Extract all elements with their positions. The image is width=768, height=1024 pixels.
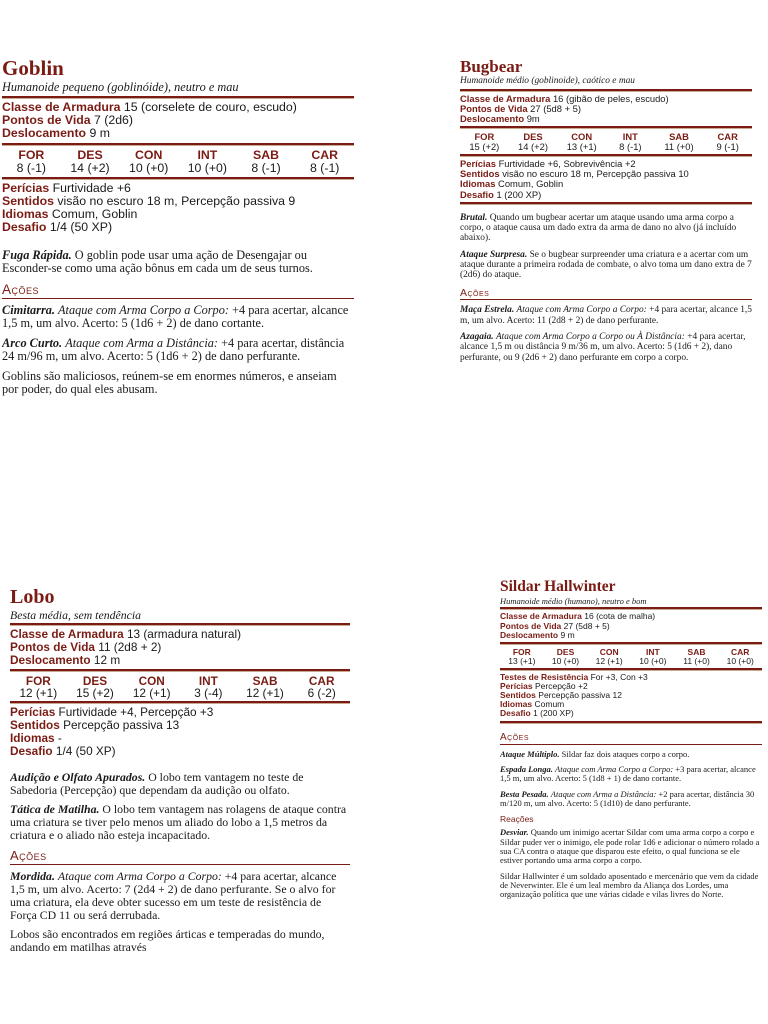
lobo-senses: Sentidos Percepção passiva 13 — [10, 718, 180, 733]
bugbear-rule-1 — [460, 89, 752, 92]
sildar-reactions-heading: Reações — [500, 814, 534, 825]
goblin-action-shortbow: Arco Curto. Ataque com Arma a Distância: +4 para acertar, distância 24 m/96 m, um alvo. Acerto: 5 (1d6 + 2) de dano perfurante. — [2, 335, 345, 364]
goblin-action-scimitar: Cimitarra. Ataque com Arma Corpo a Corpo: +4 para acertar, alcance 1,5 m, um alvo. Acerto: 5 (1d6 + 2) de dano cortante. — [2, 302, 349, 331]
goblin-senses: Sentidos visão no escuro 18 m, Percepção passiva 9 — [2, 193, 296, 208]
goblin-armor-class: Classe de Armadura 15 (corselete de couro, escudo) — [2, 99, 297, 114]
sildar-actions-heading: Ações — [500, 732, 762, 745]
goblin-hit-points: Pontos de Vida 7 (2d6) — [2, 113, 133, 128]
goblin-subtitle: Humanoide pequeno (goblinóide), neutro e mau — [2, 80, 239, 94]
sildar-action-longsword: Espada Longa. Ataque com Arma Corpo a Corpo: +3 para acertar, alcance 1,5 m, um alvo. Acerto: 5 (1d8 + 1) de dano cortante. — [500, 763, 756, 784]
sildar-rule-3 — [500, 668, 762, 671]
bugbear-wis: SAB 11 (+0) — [664, 131, 694, 153]
goblin-con: CON 10 (+0) — [129, 147, 169, 175]
sildar-subtitle: Humanoide médio (humano), neutro e bom — [500, 595, 647, 606]
goblin-lore: Goblins são maliciosos, reúnem-se em enormes números, e anseiam por poder, do qual eles abusam. — [2, 368, 337, 397]
lobo-str: FOR 12 (+1) — [19, 673, 58, 700]
sildar-dex: DES 10 (+0) — [551, 646, 580, 666]
lobo-cha: CAR 6 (-2) — [307, 673, 336, 700]
bugbear-ability-scores — [460, 132, 752, 152]
goblin-statblock — [2, 58, 354, 478]
lobo-skills: Perícias Furtividade +4, Percepção +3 — [10, 705, 214, 720]
sildar-rule-2 — [500, 642, 762, 645]
lobo-rule-1 — [10, 623, 350, 626]
goblin-ability-scores — [2, 149, 354, 175]
sildar-statblock — [500, 579, 762, 1019]
goblin-skills: Perícias Furtividade +6 — [2, 180, 131, 195]
lobo-con: CON 12 (+1) — [132, 673, 171, 700]
goblin-wis: SAB 8 (-1) — [251, 147, 281, 175]
sildar-con: CON 12 (+1) — [595, 646, 623, 666]
bugbear-rule-3 — [460, 154, 752, 157]
bugbear-cha: CAR 9 (-1) — [716, 131, 739, 153]
goblin-cha: CAR 8 (-1) — [310, 147, 340, 175]
bugbear-action-morningstar: Maça Estrela. Ataque com Arma Corpo a Corpo: +4 para acertar, alcance 1,5 m, um alvo. Acerto: 11 (2d8 + 2) de dano perfurante. — [460, 305, 752, 326]
bugbear-senses: Sentidos visão no escuro 18 m, Percepção passiva 10 — [460, 168, 689, 180]
goblin-actions-heading: Ações — [2, 282, 354, 299]
sildar-str: FOR 13 (+1) — [508, 646, 536, 666]
lobo-challenge: Desafio 1/4 (50 XP) — [10, 743, 116, 758]
sildar-senses: Sentidos Percepção passiva 12 — [500, 690, 622, 701]
goblin-dex: DES 14 (+2) — [70, 147, 110, 175]
goblin-str: FOR 8 (-1) — [16, 147, 47, 175]
bugbear-action-javelin: Azagaia. Ataque com Arma Corpo a Corpo ou À Distância: +4 para acertar, alcance 1,5 m ou distância 9 m/36 m, um alvo. Acerto: 5 (1d6 + 2), dano perfurante, ou 9 (2d6 + 2) dano perfurante em corpo a corpo. — [460, 332, 746, 363]
goblin-rule-3 — [2, 177, 354, 180]
lobo-action-bite: Mordida. Ataque com Arma Corpo a Corpo: +4 para acertar, alcance 1,5 m, um alvo. Acerto: 7 (2d4 + 2) de dano perfurante. Se o alvo for uma criatura, ela deve obter sucesso em um teste de resistência de Força CD 11 ou será derrubada. — [10, 868, 337, 922]
sildar-armor-class: Classe de Armadura 16 (cota de malha) — [500, 611, 656, 622]
lobo-rule-2 — [10, 669, 350, 672]
sildar-challenge: Desafio 1 (200 XP) — [500, 708, 574, 719]
sildar-ability-scores — [500, 648, 762, 666]
bugbear-languages: Idiomas Comum, Goblin — [460, 178, 564, 190]
lobo-trait-pack-tactics: Tática de Matilha. O lobo tem vantagem nas rolagens de ataque contra uma criatura se tiver pelo menos um aliado do lobo a 1,5 metros da criatura e o aliado não esteja incapacitado. — [10, 802, 347, 843]
sildar-skills: Perícias Percepção +2 — [500, 680, 588, 691]
lobo-subtitle: Besta média, sem tendência — [10, 608, 142, 622]
goblin-rule-1 — [2, 96, 354, 99]
sildar-action-heavy-crossbow: Besta Pesada. Ataque com Arma a Distância: +2 para acertar, distância 30 m/120 m, um alvo. Acerto: 5 (1d10) de dano perfurante. — [500, 788, 755, 809]
goblin-rule-2 — [2, 143, 354, 146]
bugbear-rule-2 — [460, 126, 752, 129]
bugbear-dex: DES 14 (+2) — [518, 131, 548, 153]
sildar-languages: Idiomas Comum — [500, 699, 565, 710]
lobo-wis: SAB 12 (+1) — [246, 673, 284, 700]
lobo-languages: Idiomas - — [10, 730, 62, 745]
sildar-int: INT 10 (+0) — [639, 646, 667, 666]
lobo-speed: Deslocamento 12 m — [10, 652, 121, 667]
lobo-armor-class: Classe de Armadura 13 (armadura natural) — [10, 627, 242, 642]
bugbear-actions-heading: Ações — [460, 287, 752, 301]
lobo-trait-keen-senses: Audição e Olfato Apurados. O lobo tem vantagem no teste de Sabedoria (Percepção) que dependam da audição ou olfato. — [10, 770, 304, 798]
bugbear-challenge: Desafio 1 (200 XP) — [460, 188, 542, 200]
lobo-hit-points: Pontos de Vida 11 (2d8 + 2) — [10, 640, 162, 655]
bugbear-hit-points: Pontos de Vida 27 (5d8 + 5) — [460, 103, 581, 115]
lobo-lore: Lobos são encontrados em regiões árticas e temperadas do mundo, andando em matilhas através — [10, 926, 325, 954]
goblin-speed: Deslocamento 9 m — [2, 126, 110, 141]
lobo-rule-3 — [10, 701, 350, 704]
bugbear-trait-brute: Brutal. Quando um bugbear acertar um ataque usando uma arma corpo a corpo, o ataque causa um dado extra da arma de dano no alvo (já incluído abaixo). — [460, 212, 737, 244]
bugbear-armor-class: Classe de Armadura 16 (gibão de peles, escudo) — [460, 92, 669, 104]
lobo-ability-scores — [10, 675, 350, 700]
sildar-rule-4 — [500, 721, 762, 724]
sildar-cha: CAR 10 (+0) — [726, 646, 754, 666]
sildar-wis: SAB 11 (+0) — [683, 646, 710, 666]
sildar-action-multiattack: Ataque Múltiplo. Sildar faz dois ataques corpo a corpo. — [500, 748, 690, 759]
bugbear-int: INT 8 (-1) — [619, 131, 642, 153]
goblin-languages: Idiomas Comum, Goblin — [2, 207, 138, 222]
lobo-int: INT 3 (-4) — [194, 673, 223, 700]
sildar-hit-points: Pontos de Vida 27 (5d8 + 5) — [500, 620, 610, 631]
goblin-int: INT 10 (+0) — [187, 147, 227, 175]
lobo-actions-heading: Ações — [10, 848, 350, 865]
sildar-saving-throws: Testes de Resistência For +3, Con +3 — [500, 671, 648, 682]
bugbear-str: FOR 15 (+2) — [469, 131, 500, 153]
lobo-dex: DES 15 (+2) — [76, 673, 114, 700]
lobo-statblock — [10, 587, 350, 1024]
sildar-name: Sildar Hallwinter — [500, 579, 616, 595]
lobo-name: Lobo — [10, 587, 55, 608]
goblin-challenge: Desafio 1/4 (50 XP) — [2, 220, 113, 235]
goblin-trait-nimble-escape: Fuga Rápida. O goblin pode usar uma ação de Desengajar ou Esconder-se como uma ação bônus em cada um de seus turnos. — [2, 247, 313, 276]
bugbear-rule-4 — [460, 202, 752, 205]
bugbear-speed: Deslocamento 9m — [460, 113, 540, 125]
bugbear-skills: Perícias Furtividade +6, Sobrevivência +2 — [460, 158, 636, 170]
bugbear-trait-surprise-attack: Ataque Surpresa. Se o bugbear surpreender uma criatura e a acertar com um ataque durante a primeira rodada de combate, o alvo toma um dano extra de 7 (2d6) do ataque. — [460, 249, 752, 281]
sildar-rule-1 — [500, 607, 762, 610]
sildar-reaction-parry: Desviar. Quando um inimigo acertar Sildar com uma arma corpo a corpo e Sildar puder ver o inimigo, ele pode rolar 1d6 e adicionar o número rolado a sua CA contra o ataque que disparou este efeito, o qual funciona se ele estiver portando uma arma corpo a corpo. — [500, 827, 760, 866]
bugbear-con: CON 13 (+1) — [566, 131, 597, 153]
bugbear-subtitle: Humanoide médio (goblinoide), caótico e mau — [460, 76, 635, 86]
bugbear-name: Bugbear — [460, 58, 523, 76]
sildar-speed: Deslocamento 9 m — [500, 629, 575, 640]
goblin-name: Goblin — [2, 58, 64, 80]
sildar-lore: Sildar Hallwinter é um soldado aposentado e mercenário que vem da cidade de Neverwinter. Ele é um leal membro da Aliança dos Lordes, uma organização política que une várias cidade e vilas livres do Norte. — [500, 870, 759, 900]
bugbear-statblock — [460, 58, 752, 486]
